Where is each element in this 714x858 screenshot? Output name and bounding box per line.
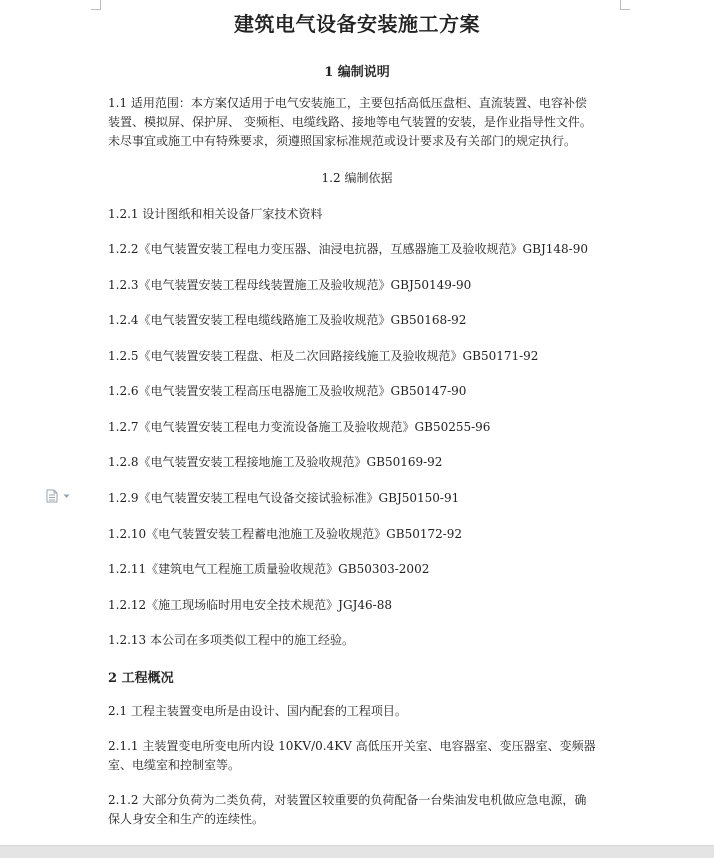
reference-item: 1.2.4《电气装置安装工程电缆线路施工及验收规范》GB50168-92 [108,313,467,327]
paragraph-options-button[interactable] [46,489,70,503]
reference-item: 1.2.12《施工现场临时用电安全技术规范》JGJ46-88 [108,598,392,612]
paragraph-line: 2.1.2 大部分负荷为二类负荷，对装置区较重要的负荷配备一台柴油发电机做应急电源，确 [108,793,587,807]
section-heading-1: 1 编制说明 [324,65,390,80]
reference-item: 1.2.13 本公司在多项类似工程中的施工经验。 [108,633,354,647]
reference-item: 1.2.2《电气装置安装工程电力变压器、油浸电抗器，互感器施工及验收规范》GBJ148-90 [108,242,588,256]
reference-item: 1.2.11《建筑电气工程施工质量验收规范》GB50303-2002 [108,562,430,576]
reference-item: 1.2.10《电气装置安装工程蓄电池施工及验收规范》GB50172-92 [108,527,463,541]
paragraph-line: 1.1 适用范围：本方案仅适用于电气安装施工，主要包括高低压盘柜、直流装置、电容补偿 [108,96,587,110]
paragraph-2-1-1 [108,737,608,775]
document-title: 建筑电气设备安装施工方案 [234,12,480,36]
document-icon [46,489,58,503]
reference-item: 1.2.8《电气装置安装工程接地施工及验收规范》GB50169-92 [108,455,443,469]
reference-item: 1.2.3《电气装置安装工程母线装置施工及验收规范》GBJ50149-90 [108,278,472,292]
paragraph-line: 未尽事宜或施工中有特殊要求，须遵照国家标准规范或设计要求及有关部门的规定执行。 [108,134,577,148]
page-gap-bar [0,845,714,858]
section-heading-2: 2 工程概况 [108,671,174,686]
paragraph-line: 室、电缆室和控制室等。 [108,758,241,772]
reference-item: 1.2.1 设计图纸和相关设备厂家技术资料 [108,207,323,221]
subsection-heading-1-2: 1.2 编制依据 [321,171,393,185]
paragraph-line: 装置、模拟屏、保护屏、 变频柜、电缆线路、接地等电气装置的安装，是作业指导性文件。 [108,115,592,129]
chevron-down-icon [63,494,70,499]
paragraph-line: 保人身安全和生产的连续性。 [108,812,265,826]
reference-item: 1.2.6《电气装置安装工程高压电器施工及验收规范》GB50147-90 [108,384,467,398]
paragraph-2-1: 2.1 工程主装置变电所是由设计、国内配套的工程项目。 [108,704,407,718]
paragraph-line: 2.1.1 主装置变电所变电所内设 10KV/0.4KV 高低压开关室、电容器室、变压器室、变频器 [108,739,596,753]
reference-item: 1.2.7《电气装置安装工程电力变流设备施工及验收规范》GB50255-96 [108,420,491,434]
paragraph-2-1-2 [108,791,608,829]
paragraph-1-1 [108,94,608,151]
reference-item: 1.2.5《电气装置安装工程盘、柜及二次回路接线施工及验收规范》GB50171-92 [108,349,539,363]
reference-item: 1.2.9《电气装置安装工程电气设备交接试验标准》GBJ50150-91 [108,491,460,505]
